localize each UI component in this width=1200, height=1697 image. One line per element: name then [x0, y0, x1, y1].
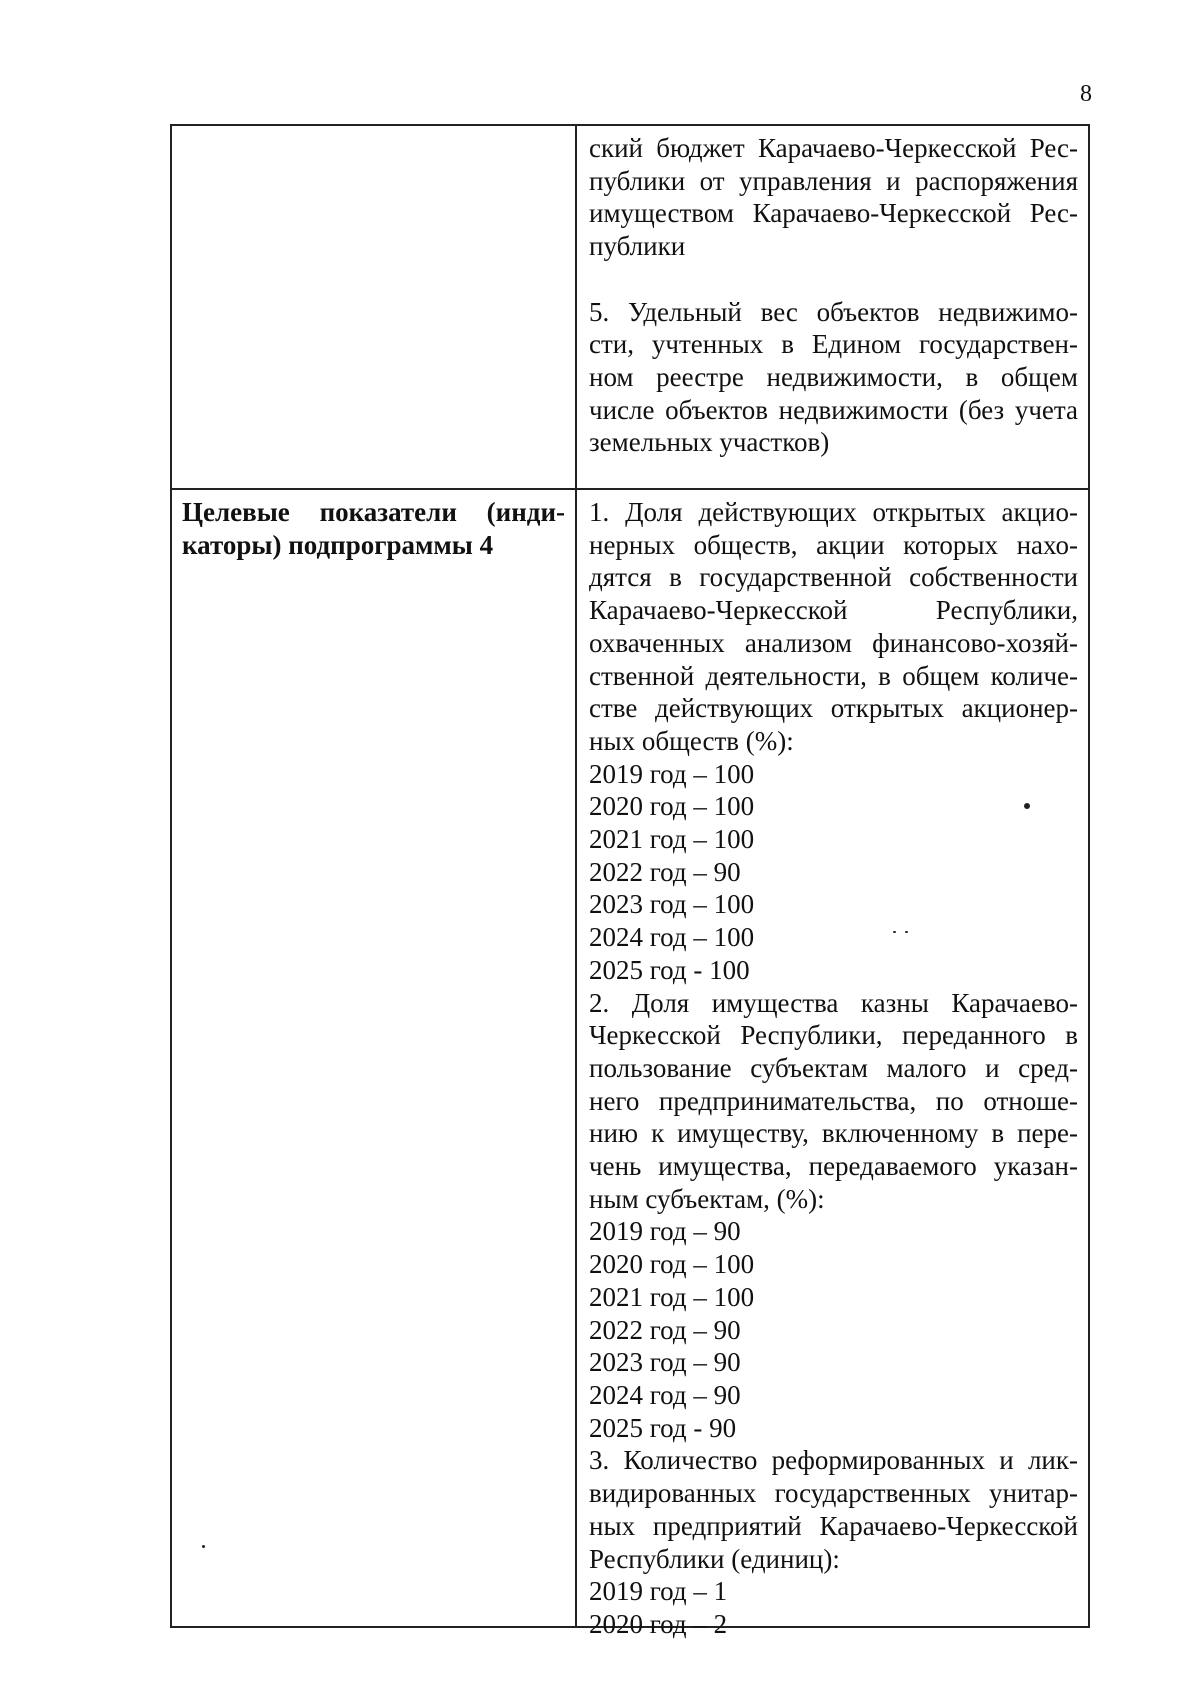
text-line: земельных участков)	[589, 427, 830, 458]
text-line: ский бюджет Карачаево-Черкесской Рес-	[589, 133, 1078, 163]
scan-speck	[893, 931, 896, 933]
table-row	[172, 126, 1088, 488]
section-heading-line: каторы) подпрограммы 4	[182, 529, 494, 560]
indicator-line: него предпринимательства, по отноше-	[589, 1085, 1078, 1116]
indicator-line: ственной деятельности, в общем количе-	[589, 660, 1078, 691]
indicator-line: охваченных анализом финансово-хозяй-	[589, 627, 1078, 658]
table-cell-heading	[172, 490, 577, 1626]
indicator-line: 1. Доля действующих открытых акцио-	[589, 497, 1078, 527]
indicator-line: пользование субъектам малого и сред-	[589, 1052, 1078, 1083]
text-line: 5. Удельный вес объектов недвижимо-	[589, 296, 1078, 327]
year-value-line: 2024 год – 100	[589, 922, 755, 953]
year-value-line: 2025 год - 90	[589, 1412, 737, 1443]
scan-speck	[1024, 803, 1030, 809]
indicator-line: чень имущества, передаваемого указан-	[589, 1151, 1078, 1182]
year-value-line: 2020 год – 100	[589, 1249, 755, 1280]
indicator-line: 3. Количество реформированных и лик-	[589, 1445, 1078, 1476]
indicator-line: ным субъектам, (%):	[589, 1183, 825, 1214]
table-cell-empty	[172, 126, 577, 488]
table-row	[172, 488, 1088, 1639]
indicators-table	[170, 124, 1090, 1639]
indicator-line: ных обществ (%):	[589, 725, 794, 756]
year-value-line: 2022 год – 90	[589, 1314, 741, 1345]
indicator-line: Республики (единиц):	[589, 1543, 840, 1574]
indicator-line: нию к имуществу, включенному в пере-	[589, 1118, 1078, 1149]
page-number: 8	[1080, 81, 1092, 107]
indicator-line: 2. Доля имущества казны Карачаево-	[589, 987, 1078, 1018]
year-value-line: 2020 год – 2	[589, 1608, 728, 1639]
table-cell-description	[577, 126, 1088, 488]
indicator-line: дятся в государственной собственности	[589, 562, 1078, 593]
text-line: публики от управления и распоряжения	[589, 165, 1078, 196]
year-value-line: 2021 год – 100	[589, 1281, 755, 1312]
year-value-line: 2024 год – 90	[589, 1379, 741, 1410]
year-value-line: 2025 год - 100	[589, 954, 750, 985]
scan-speck	[202, 1545, 205, 1548]
year-value-line: 2023 год – 90	[589, 1347, 741, 1378]
text-line: сти, учтенных в Едином государствен-	[589, 329, 1078, 360]
table-cell-indicators	[577, 490, 1088, 1639]
year-value-line: 2021 год – 100	[589, 824, 755, 855]
section-heading-line: Целевые показатели (инди-	[182, 497, 565, 527]
year-value-line: 2023 год – 100	[589, 889, 755, 920]
indicator-line: ных предприятий Карачаево-Черкесской	[589, 1510, 1078, 1541]
year-value-line: 2019 год – 90	[589, 1216, 741, 1247]
text-line: имуществом Карачаево-Черкесской Рес-	[589, 198, 1078, 229]
indicator-line: Карачаево-Черкесской Республики,	[589, 595, 1078, 626]
year-value-line: 2022 год – 90	[589, 856, 741, 887]
text-line: ном реестре недвижимости, в общем	[589, 361, 1078, 392]
indicator-line: нерных обществ, акции которых нахо-	[589, 529, 1078, 560]
text-line: публики	[589, 231, 686, 262]
scan-speck	[905, 931, 908, 933]
year-value-line: 2019 год – 100	[589, 758, 755, 789]
text-line: числе объектов недвижимости (без учета	[589, 394, 1078, 425]
year-value-line: 2019 год – 1	[589, 1576, 728, 1607]
indicator-line: стве действующих открытых акционер-	[589, 693, 1078, 724]
indicator-line: Черкесской Республики, переданного в	[589, 1020, 1078, 1051]
indicator-line: видированных государственных унитар-	[589, 1478, 1078, 1509]
year-value-line: 2020 год – 100	[589, 791, 755, 822]
